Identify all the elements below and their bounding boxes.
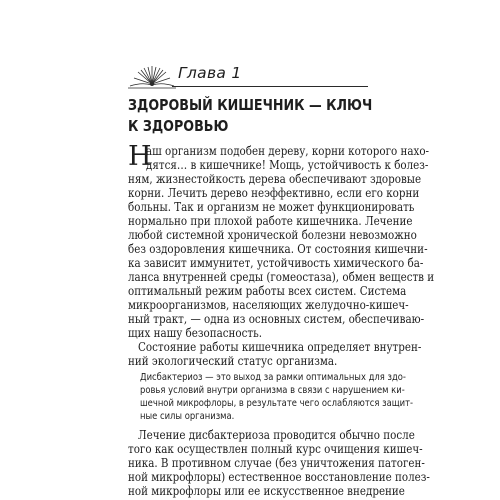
text-line: дятся… в кишечнике! Мощь, устойчивость к болез- bbox=[146, 158, 429, 172]
text-line: корни. Лечить дерево неэффективно, если его корни bbox=[128, 186, 420, 200]
text-line: любой системной хронической болезни невозможно bbox=[128, 228, 417, 242]
note-line: ровья условий внутри организма в связи с нарушением ки- bbox=[140, 385, 405, 396]
chapter-rule bbox=[172, 86, 368, 87]
section-title bbox=[128, 95, 372, 137]
text-line: ной микрофлоры или ее искусственное внедрение bbox=[128, 484, 405, 498]
note-line: ные силы организма. bbox=[140, 411, 235, 422]
text-line: больны. Так и организм не может функционировать bbox=[128, 200, 415, 214]
text-line: микроорганизмов, населяющих желудочно-кишеч- bbox=[128, 298, 409, 312]
dandelion-ornament-icon bbox=[128, 62, 176, 90]
text-line: Лечение дисбактериоза проводится обычно после bbox=[138, 428, 415, 442]
chapter-header bbox=[128, 62, 388, 90]
text-line: ной микрофлоры) естественное восстановление полез- bbox=[128, 470, 430, 484]
text-line: нормально при плохой работе кишечника. Лечение bbox=[128, 214, 413, 228]
note-line: Дисбактериоз — это выход за рамки оптимальных для здо- bbox=[140, 372, 406, 383]
text-line: ный тракт, — одна из основных систем, обеспечиваю- bbox=[128, 312, 425, 326]
note-line: шечной микрофлоры, в результате чего ослабляются защит- bbox=[140, 398, 414, 409]
text-line: без оздоровления кишечника. От состояния кишечни- bbox=[128, 242, 428, 256]
text-line: ника. В противном случае (без уничтожения патоген- bbox=[128, 456, 425, 470]
text-line: ний экологический статус организма. bbox=[128, 354, 338, 368]
text-line: ням, жизнестойкость дерева обеспечивают здоровые bbox=[128, 172, 422, 186]
text-line: оптимальный режим работы всех систем. Система bbox=[128, 284, 407, 298]
text-line: щих нашу безопасность. bbox=[128, 326, 263, 340]
chapter-label: Глава 1 bbox=[178, 64, 242, 82]
title-line: К ЗДОРОВЬЮ bbox=[128, 117, 229, 135]
text-line: ка зависит иммунитет, устойчивость химического ба- bbox=[128, 256, 424, 270]
title-line: ЗДОРОВЫЙ КИШЕЧНИК — КЛЮЧ bbox=[128, 96, 373, 114]
text-line: того как осуществлен полный курс очищения кишеч- bbox=[128, 442, 423, 456]
drop-cap: Н bbox=[128, 141, 152, 172]
text-line: Состояние работы кишечника определяет внутрен- bbox=[138, 340, 422, 354]
text-line: ланса внутренней среды (гомеостаза), обмен веществ и bbox=[128, 270, 435, 284]
text-line: аш организм подобен дереву, корни которого нахо- bbox=[146, 144, 430, 158]
